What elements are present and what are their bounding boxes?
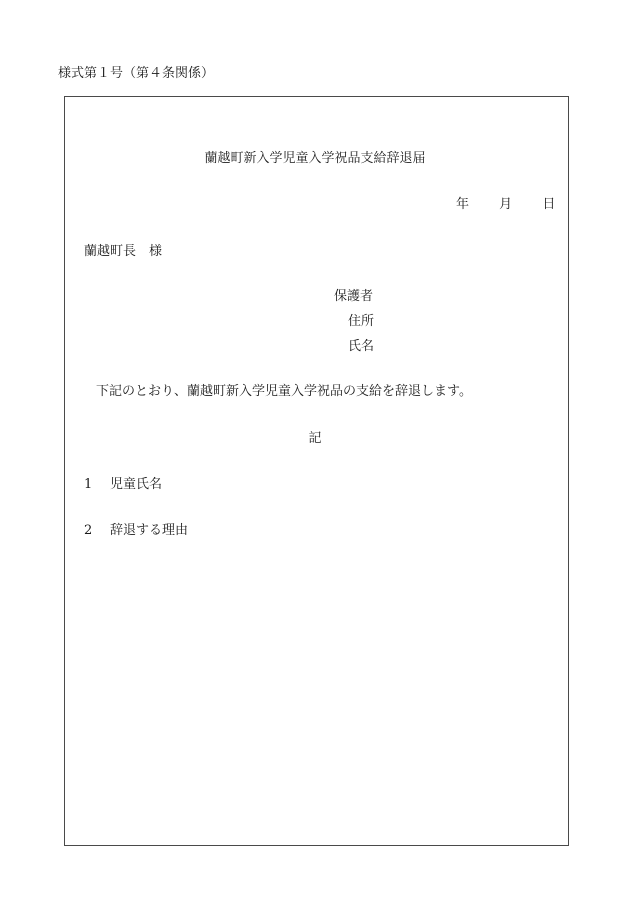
list-item-decline-reason (84, 524, 188, 537)
body-text: 下記のとおり、蘭越町新入学児童入学祝品の支給を辞退します。 (96, 384, 472, 399)
date-line (456, 198, 555, 211)
item-label: 辞退する理由 (110, 523, 189, 538)
addressee: 蘭越町長 様 (84, 244, 163, 259)
name-label: 氏名 (348, 339, 375, 354)
date-year-label: 年 (456, 197, 470, 212)
item-number: 1 (84, 477, 93, 492)
item-label: 児童氏名 (110, 477, 163, 492)
item-number: 2 (84, 523, 93, 538)
ki-heading: 記 (308, 431, 322, 446)
date-month-label: 月 (499, 197, 513, 212)
address-label: 住所 (348, 314, 375, 329)
list-item-child-name (84, 478, 162, 491)
form-number: 様式第１号（第４条関係） (58, 66, 215, 81)
document-title: 蘭越町新入学児童入学祝品支給辞退届 (204, 151, 426, 166)
date-day-label: 日 (542, 197, 556, 212)
guardian-label: 保護者 (334, 289, 374, 304)
